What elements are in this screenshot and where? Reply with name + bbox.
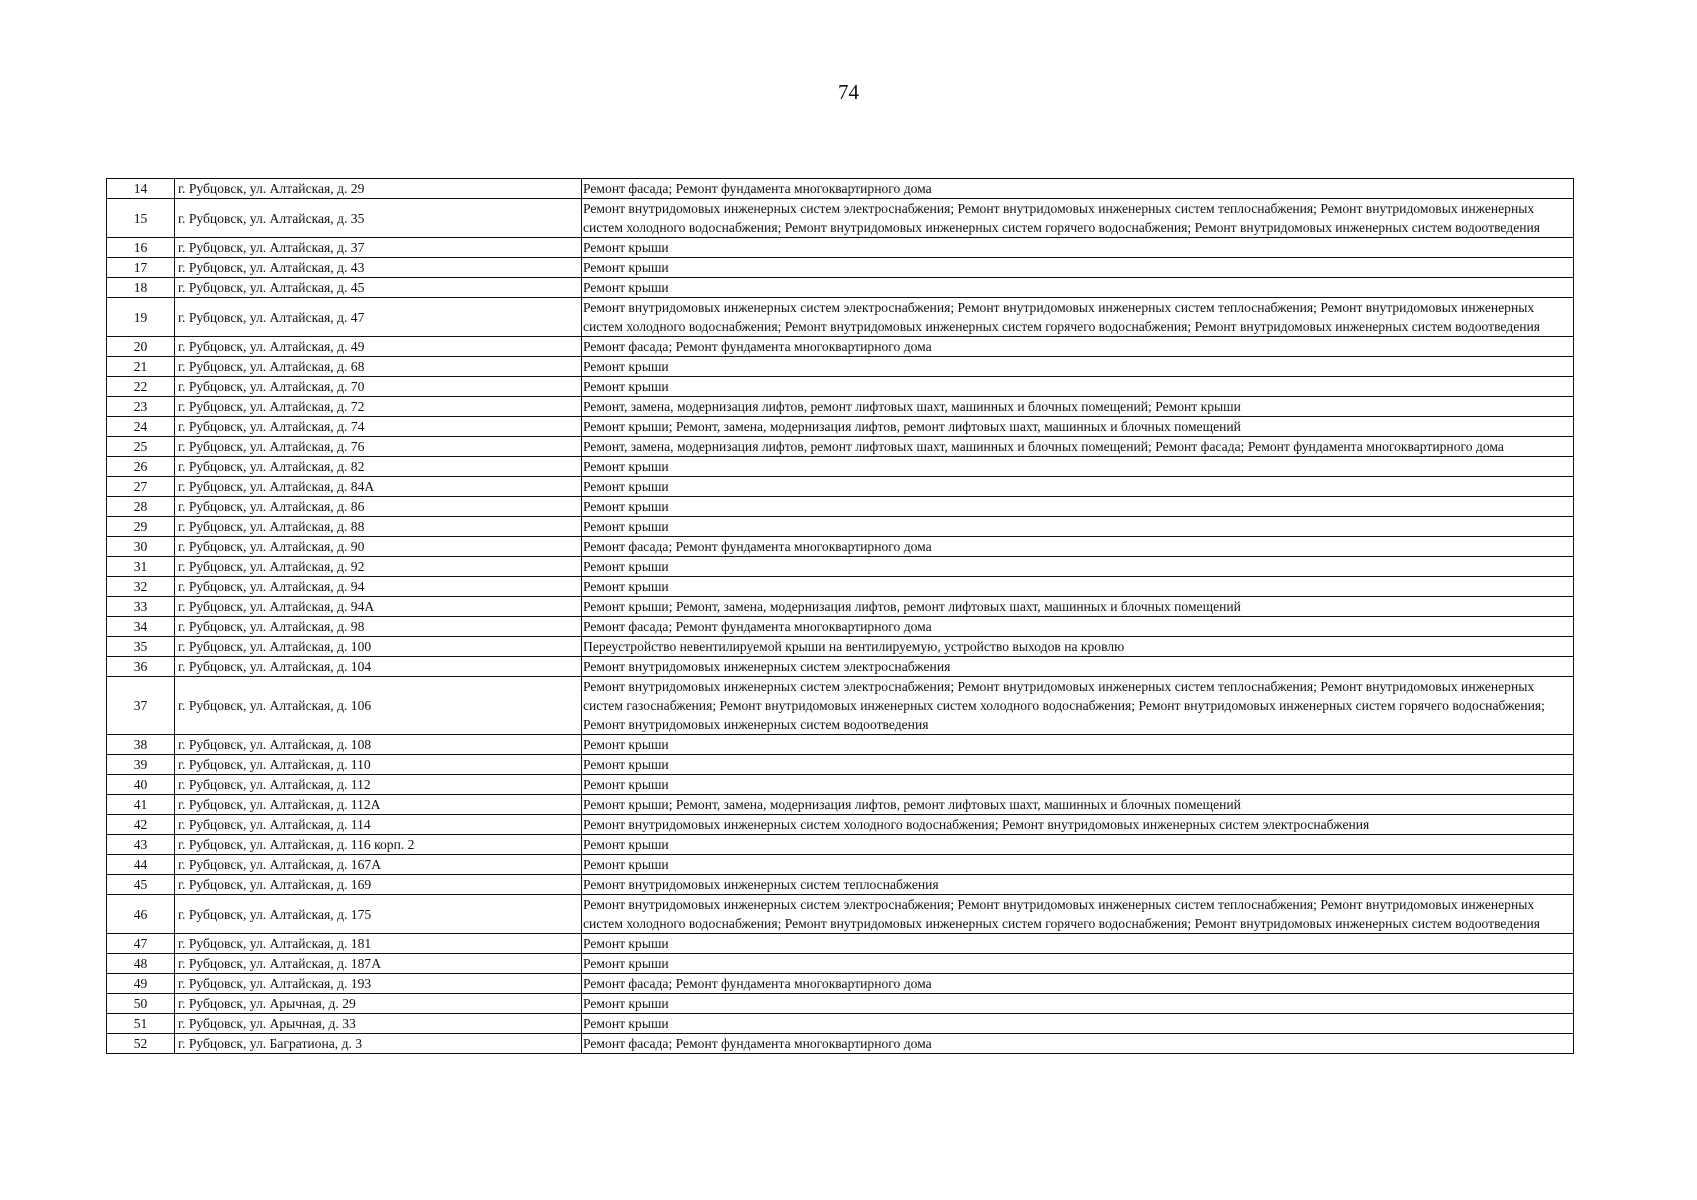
works-cell: Ремонт крыши (582, 855, 1574, 875)
works-cell: Ремонт крыши (582, 238, 1574, 258)
works-cell: Ремонт крыши (582, 258, 1574, 278)
works-cell: Ремонт крыши (582, 477, 1574, 497)
table-row (107, 497, 1574, 517)
table-row (107, 357, 1574, 377)
table-row (107, 417, 1574, 437)
address-cell: г. Рубцовск, ул. Алтайская, д. 70 (175, 377, 582, 397)
row-number-cell: 49 (107, 974, 175, 994)
address-cell: г. Рубцовск, ул. Алтайская, д. 37 (175, 238, 582, 258)
table-row (107, 637, 1574, 657)
address-cell: г. Рубцовск, ул. Алтайская, д. 175 (175, 895, 582, 934)
table-row (107, 437, 1574, 457)
table-row (107, 735, 1574, 755)
table-row (107, 557, 1574, 577)
address-cell: г. Рубцовск, ул. Алтайская, д. 108 (175, 735, 582, 755)
works-table (106, 178, 1574, 1054)
address-cell: г. Рубцовск, ул. Алтайская, д. 106 (175, 677, 582, 735)
row-number-cell: 25 (107, 437, 175, 457)
table-row (107, 477, 1574, 497)
row-number-cell: 23 (107, 397, 175, 417)
table-row (107, 1014, 1574, 1034)
works-cell: Ремонт крыши (582, 377, 1574, 397)
row-number-cell: 50 (107, 994, 175, 1014)
address-cell: г. Рубцовск, ул. Алтайская, д. 49 (175, 337, 582, 357)
address-cell: г. Рубцовск, ул. Алтайская, д. 112А (175, 795, 582, 815)
address-cell: г. Рубцовск, ул. Алтайская, д. 72 (175, 397, 582, 417)
works-cell: Ремонт фасада; Ремонт фундамента многоквартирного дома (582, 617, 1574, 637)
table-row (107, 855, 1574, 875)
table-row (107, 617, 1574, 637)
address-cell: г. Рубцовск, ул. Алтайская, д. 94 (175, 577, 582, 597)
works-cell: Ремонт крыши (582, 557, 1574, 577)
row-number-cell: 21 (107, 357, 175, 377)
table-row (107, 537, 1574, 557)
row-number-cell: 26 (107, 457, 175, 477)
works-cell: Ремонт крыши (582, 775, 1574, 795)
address-cell: г. Рубцовск, ул. Алтайская, д. 112 (175, 775, 582, 795)
address-cell: г. Рубцовск, ул. Алтайская, д. 68 (175, 357, 582, 377)
address-cell: г. Рубцовск, ул. Алтайская, д. 45 (175, 278, 582, 298)
address-cell: г. Рубцовск, ул. Алтайская, д. 29 (175, 179, 582, 199)
row-number-cell: 46 (107, 895, 175, 934)
works-cell: Ремонт крыши (582, 954, 1574, 974)
row-number-cell: 30 (107, 537, 175, 557)
table-row (107, 517, 1574, 537)
table-row (107, 179, 1574, 199)
address-cell: г. Рубцовск, ул. Багратиона, д. 3 (175, 1034, 582, 1054)
address-cell: г. Рубцовск, ул. Алтайская, д. 74 (175, 417, 582, 437)
row-number-cell: 44 (107, 855, 175, 875)
row-number-cell: 17 (107, 258, 175, 278)
works-cell: Ремонт внутридомовых инженерных систем электроснабжения; Ремонт внутридомовых инженерных систем теплоснабжения; Ремонт внутридомовых инженерных систем газоснабжения; Ремонт внутридомовых инженерных систем холодного водоснабжения; Ремонт внутридомовых инженерных систем горячего водоснабжения; Ремонт внутридомовых инженерных систем водоотведения (582, 677, 1574, 735)
table-row (107, 258, 1574, 278)
works-cell: Ремонт внутридомовых инженерных систем электроснабжения; Ремонт внутридомовых инженерных систем теплоснабжения; Ремонт внутридомовых инженерных систем холодного водоснабжения; Ремонт внутридомовых инженерных систем горячего водоснабжения; Ремонт внутридомовых инженерных систем водоотведения (582, 895, 1574, 934)
address-cell: г. Рубцовск, ул. Алтайская, д. 86 (175, 497, 582, 517)
address-cell: г. Рубцовск, ул. Алтайская, д. 114 (175, 815, 582, 835)
row-number-cell: 16 (107, 238, 175, 258)
row-number-cell: 24 (107, 417, 175, 437)
works-cell: Ремонт фасада; Ремонт фундамента многоквартирного дома (582, 337, 1574, 357)
row-number-cell: 38 (107, 735, 175, 755)
address-cell: г. Рубцовск, ул. Алтайская, д. 100 (175, 637, 582, 657)
row-number-cell: 43 (107, 835, 175, 855)
works-cell: Ремонт крыши (582, 994, 1574, 1014)
works-cell: Ремонт крыши (582, 577, 1574, 597)
works-cell: Ремонт фасада; Ремонт фундамента многоквартирного дома (582, 974, 1574, 994)
row-number-cell: 15 (107, 199, 175, 238)
address-cell: г. Рубцовск, ул. Арычная, д. 33 (175, 1014, 582, 1034)
table-row (107, 597, 1574, 617)
works-cell: Ремонт внутридомовых инженерных систем холодного водоснабжения; Ремонт внутридомовых инженерных систем электроснабжения (582, 815, 1574, 835)
works-cell: Ремонт крыши (582, 497, 1574, 517)
table-row (107, 397, 1574, 417)
address-cell: г. Рубцовск, ул. Алтайская, д. 76 (175, 437, 582, 457)
table-row (107, 677, 1574, 735)
table-row (107, 278, 1574, 298)
address-cell: г. Рубцовск, ул. Алтайская, д. 167А (175, 855, 582, 875)
table-row (107, 795, 1574, 815)
table-row (107, 815, 1574, 835)
row-number-cell: 32 (107, 577, 175, 597)
row-number-cell: 37 (107, 677, 175, 735)
works-cell: Ремонт крыши (582, 357, 1574, 377)
row-number-cell: 36 (107, 657, 175, 677)
address-cell: г. Рубцовск, ул. Алтайская, д. 35 (175, 199, 582, 238)
works-cell: Ремонт крыши (582, 755, 1574, 775)
row-number-cell: 28 (107, 497, 175, 517)
works-cell: Ремонт, замена, модернизация лифтов, ремонт лифтовых шахт, машинных и блочных помещений; Ремонт фасада; Ремонт фундамента многоквартирного дома (582, 437, 1574, 457)
works-cell: Переустройство невентилируемой крыши на вентилируемую, устройство выходов на кровлю (582, 637, 1574, 657)
table-row (107, 954, 1574, 974)
table-row (107, 238, 1574, 258)
works-cell: Ремонт фасада; Ремонт фундамента многоквартирного дома (582, 537, 1574, 557)
table-row (107, 835, 1574, 855)
works-cell: Ремонт крыши (582, 517, 1574, 537)
works-table-body (107, 179, 1574, 1054)
works-cell: Ремонт крыши; Ремонт, замена, модернизация лифтов, ремонт лифтовых шахт, машинных и блочных помещений (582, 795, 1574, 815)
works-cell: Ремонт крыши (582, 457, 1574, 477)
table-row (107, 457, 1574, 477)
address-cell: г. Рубцовск, ул. Алтайская, д. 90 (175, 537, 582, 557)
table-row (107, 577, 1574, 597)
address-cell: г. Рубцовск, ул. Алтайская, д. 43 (175, 258, 582, 278)
row-number-cell: 41 (107, 795, 175, 815)
row-number-cell: 20 (107, 337, 175, 357)
works-cell: Ремонт крыши (582, 1014, 1574, 1034)
row-number-cell: 34 (107, 617, 175, 637)
table-row (107, 934, 1574, 954)
row-number-cell: 45 (107, 875, 175, 895)
table-row (107, 974, 1574, 994)
row-number-cell: 47 (107, 934, 175, 954)
works-cell: Ремонт крыши; Ремонт, замена, модернизация лифтов, ремонт лифтовых шахт, машинных и блочных помещений (582, 417, 1574, 437)
address-cell: г. Рубцовск, ул. Алтайская, д. 181 (175, 934, 582, 954)
table-row (107, 875, 1574, 895)
works-cell: Ремонт внутридомовых инженерных систем электроснабжения (582, 657, 1574, 677)
row-number-cell: 51 (107, 1014, 175, 1034)
address-cell: г. Рубцовск, ул. Алтайская, д. 94А (175, 597, 582, 617)
table-row (107, 994, 1574, 1014)
row-number-cell: 18 (107, 278, 175, 298)
works-cell: Ремонт внутридомовых инженерных систем теплоснабжения (582, 875, 1574, 895)
row-number-cell: 14 (107, 179, 175, 199)
address-cell: г. Рубцовск, ул. Алтайская, д. 88 (175, 517, 582, 537)
works-cell: Ремонт, замена, модернизация лифтов, ремонт лифтовых шахт, машинных и блочных помещений; Ремонт крыши (582, 397, 1574, 417)
works-cell: Ремонт крыши (582, 934, 1574, 954)
table-row (107, 657, 1574, 677)
page-number: 74 (838, 80, 859, 104)
works-cell: Ремонт внутридомовых инженерных систем электроснабжения; Ремонт внутридомовых инженерных систем теплоснабжения; Ремонт внутридомовых инженерных систем холодного водоснабжения; Ремонт внутридомовых инженерных систем горячего водоснабжения; Ремонт внутридомовых инженерных систем водоотведения (582, 298, 1574, 337)
row-number-cell: 27 (107, 477, 175, 497)
row-number-cell: 22 (107, 377, 175, 397)
address-cell: г. Рубцовск, ул. Алтайская, д. 110 (175, 755, 582, 775)
address-cell: г. Рубцовск, ул. Арычная, д. 29 (175, 994, 582, 1014)
table-row (107, 755, 1574, 775)
address-cell: г. Рубцовск, ул. Алтайская, д. 47 (175, 298, 582, 337)
works-cell: Ремонт внутридомовых инженерных систем электроснабжения; Ремонт внутридомовых инженерных систем теплоснабжения; Ремонт внутридомовых инженерных систем холодного водоснабжения; Ремонт внутридомовых инженерных систем горячего водоснабжения; Ремонт внутридомовых инженерных систем водоотведения (582, 199, 1574, 238)
table-row (107, 895, 1574, 934)
table-row (107, 775, 1574, 795)
address-cell: г. Рубцовск, ул. Алтайская, д. 92 (175, 557, 582, 577)
address-cell: г. Рубцовск, ул. Алтайская, д. 116 корп. 2 (175, 835, 582, 855)
address-cell: г. Рубцовск, ул. Алтайская, д. 169 (175, 875, 582, 895)
table-row (107, 337, 1574, 357)
works-cell: Ремонт крыши (582, 835, 1574, 855)
works-cell: Ремонт крыши (582, 735, 1574, 755)
address-cell: г. Рубцовск, ул. Алтайская, д. 104 (175, 657, 582, 677)
table-row (107, 377, 1574, 397)
row-number-cell: 29 (107, 517, 175, 537)
row-number-cell: 39 (107, 755, 175, 775)
row-number-cell: 35 (107, 637, 175, 657)
row-number-cell: 52 (107, 1034, 175, 1054)
address-cell: г. Рубцовск, ул. Алтайская, д. 193 (175, 974, 582, 994)
row-number-cell: 40 (107, 775, 175, 795)
address-cell: г. Рубцовск, ул. Алтайская, д. 98 (175, 617, 582, 637)
address-cell: г. Рубцовск, ул. Алтайская, д. 187А (175, 954, 582, 974)
table-row (107, 1034, 1574, 1054)
row-number-cell: 19 (107, 298, 175, 337)
row-number-cell: 31 (107, 557, 175, 577)
works-cell: Ремонт крыши (582, 278, 1574, 298)
address-cell: г. Рубцовск, ул. Алтайская, д. 82 (175, 457, 582, 477)
table-row (107, 298, 1574, 337)
works-cell: Ремонт фасада; Ремонт фундамента многоквартирного дома (582, 179, 1574, 199)
row-number-cell: 33 (107, 597, 175, 617)
row-number-cell: 42 (107, 815, 175, 835)
address-cell: г. Рубцовск, ул. Алтайская, д. 84А (175, 477, 582, 497)
works-cell: Ремонт крыши; Ремонт, замена, модернизация лифтов, ремонт лифтовых шахт, машинных и блочных помещений (582, 597, 1574, 617)
works-cell: Ремонт фасада; Ремонт фундамента многоквартирного дома (582, 1034, 1574, 1054)
table-row (107, 199, 1574, 238)
row-number-cell: 48 (107, 954, 175, 974)
